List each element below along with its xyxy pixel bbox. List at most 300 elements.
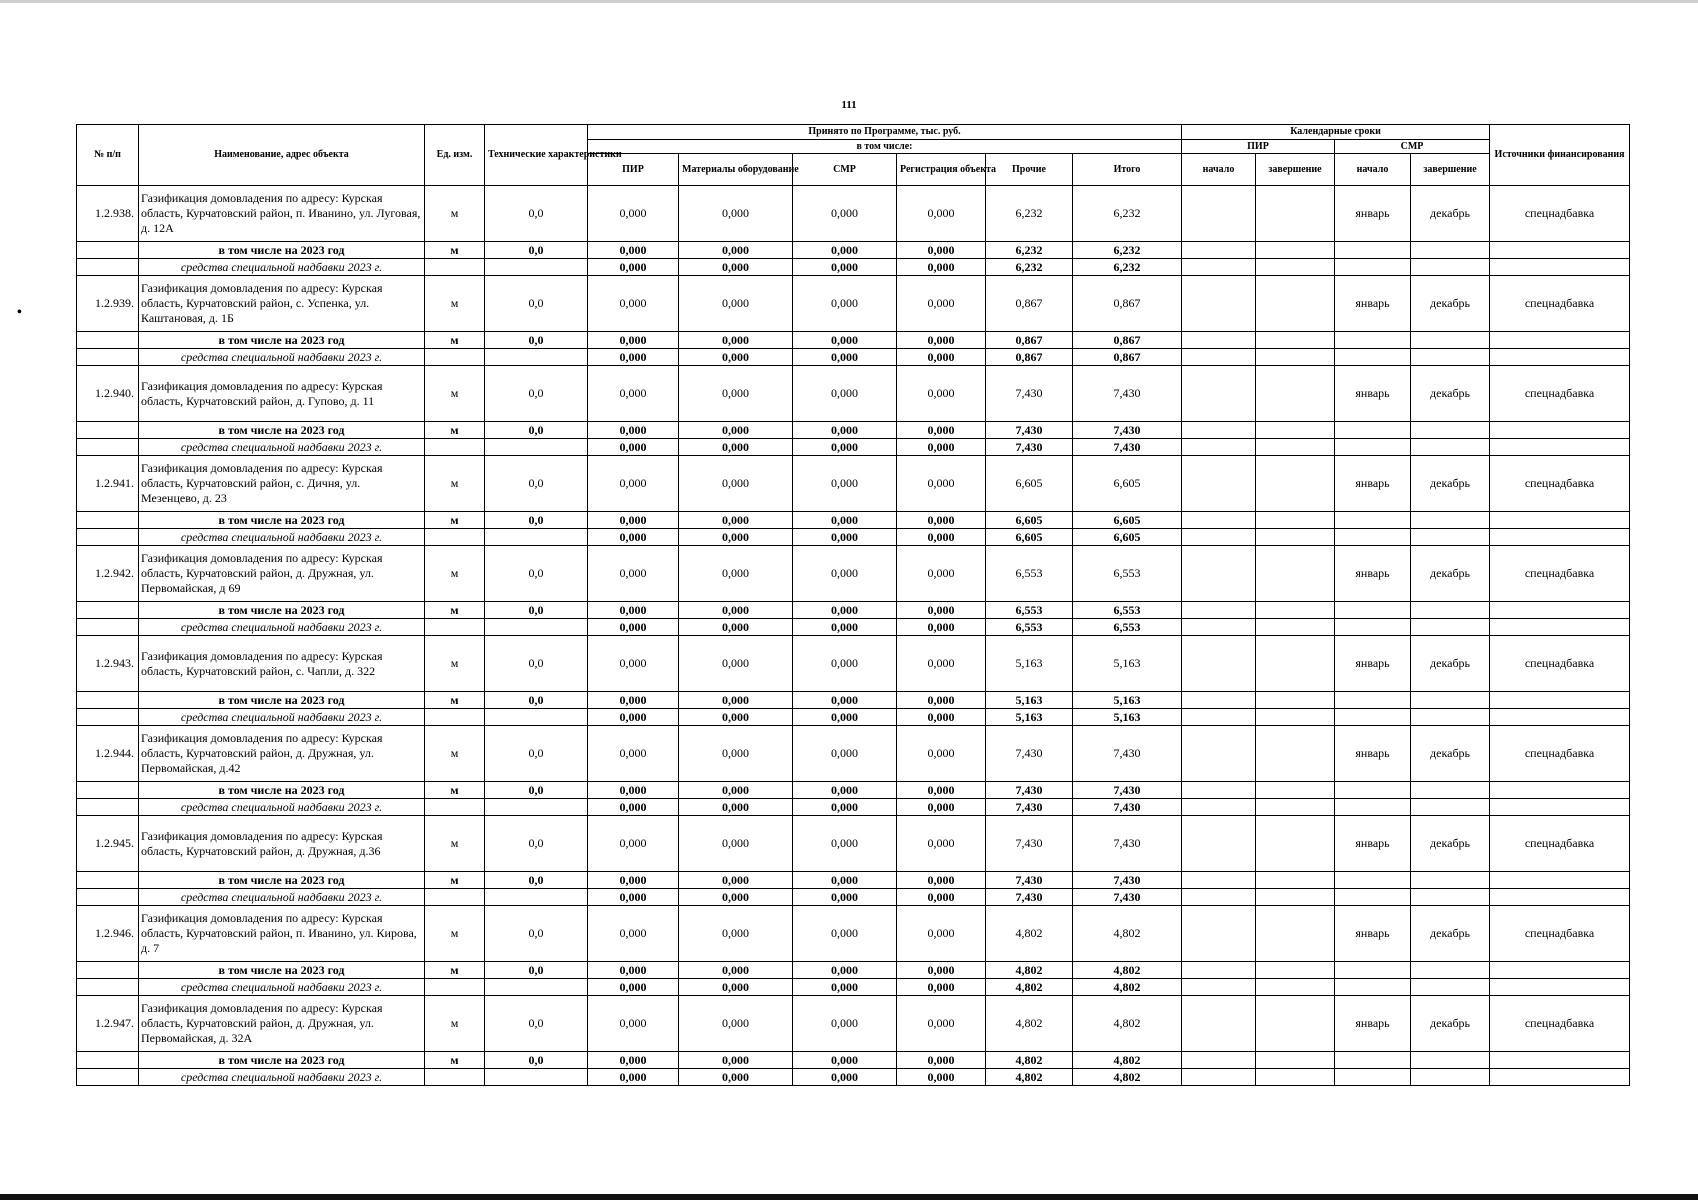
table-row — [77, 456, 1630, 512]
cell-unit: м — [425, 422, 485, 439]
cell-unit: м — [425, 186, 485, 242]
cell-sub-label: в том числе на 2023 год — [139, 962, 425, 979]
cell-sub-label: в том числе на 2023 год — [139, 422, 425, 439]
cell-other: 6,605 — [986, 529, 1073, 546]
cell-pir-end — [1256, 366, 1335, 422]
cell-empty — [1256, 332, 1335, 349]
cell-smr: 0,000 — [793, 872, 897, 889]
cell-total: 4,802 — [1073, 996, 1182, 1052]
cell-empty — [1411, 782, 1490, 799]
cell-tech: 0,0 — [485, 872, 588, 889]
cell-empty — [1335, 782, 1411, 799]
cell-smr: 0,000 — [793, 439, 897, 456]
cell-empty — [1490, 529, 1630, 546]
cell-empty — [1182, 709, 1256, 726]
cell-empty — [1256, 349, 1335, 366]
cell-empty — [1490, 619, 1630, 636]
table-row — [77, 276, 1630, 332]
cell-total: 6,553 — [1073, 546, 1182, 602]
cell-pir: 0,000 — [588, 872, 679, 889]
cell-materials: 0,000 — [679, 529, 793, 546]
table-row-subtotal — [77, 512, 1630, 529]
cell-smr: 0,000 — [793, 512, 897, 529]
cell-total: 7,430 — [1073, 799, 1182, 816]
cell-sub-label: в том числе на 2023 год — [139, 242, 425, 259]
cell-empty — [1335, 799, 1411, 816]
cell-tech — [485, 1069, 588, 1086]
cell-empty — [1256, 872, 1335, 889]
cell-smr-end: декабрь — [1411, 816, 1490, 872]
cell-no — [77, 422, 139, 439]
cell-sub-label: в том числе на 2023 год — [139, 1052, 425, 1069]
cell-smr: 0,000 — [793, 242, 897, 259]
cell-tech: 0,0 — [485, 332, 588, 349]
cell-empty — [1182, 619, 1256, 636]
cell-empty — [1182, 889, 1256, 906]
cell-source: спецнадбавка — [1490, 636, 1630, 692]
cell-other: 4,802 — [986, 1069, 1073, 1086]
cell-no — [77, 259, 139, 276]
cell-unit: м — [425, 456, 485, 512]
cell-empty — [1411, 259, 1490, 276]
cell-empty — [1490, 889, 1630, 906]
cell-pir: 0,000 — [588, 889, 679, 906]
cell-smr: 0,000 — [793, 366, 897, 422]
cell-empty — [1182, 692, 1256, 709]
cell-empty — [1411, 799, 1490, 816]
cell-total: 6,553 — [1073, 602, 1182, 619]
cell-pir: 0,000 — [588, 692, 679, 709]
cell-registration: 0,000 — [897, 799, 986, 816]
cell-source: спецнадбавка — [1490, 906, 1630, 962]
cell-materials: 0,000 — [679, 546, 793, 602]
cell-other: 0,867 — [986, 276, 1073, 332]
cell-unit: м — [425, 1052, 485, 1069]
cell-other: 6,605 — [986, 456, 1073, 512]
cell-pir: 0,000 — [588, 439, 679, 456]
cell-total: 5,163 — [1073, 636, 1182, 692]
cell-other: 7,430 — [986, 872, 1073, 889]
cell-total: 7,430 — [1073, 889, 1182, 906]
cell-empty — [1256, 512, 1335, 529]
cell-unit: м — [425, 636, 485, 692]
cell-registration: 0,000 — [897, 962, 986, 979]
cell-no — [77, 602, 139, 619]
header-calendar-group: Календарные сроки — [1182, 125, 1490, 140]
table-row — [77, 636, 1630, 692]
header-smr-end: завершение — [1411, 154, 1490, 186]
table-row-subtotal — [77, 602, 1630, 619]
cell-total: 0,867 — [1073, 332, 1182, 349]
cell-materials: 0,000 — [679, 349, 793, 366]
cell-smr: 0,000 — [793, 816, 897, 872]
cell-registration: 0,000 — [897, 996, 986, 1052]
cell-src-label: средства специальной надбавки 2023 г. — [139, 799, 425, 816]
table-row-source — [77, 259, 1630, 276]
page-number: 111 — [841, 99, 857, 111]
cell-other: 4,802 — [986, 906, 1073, 962]
program-table — [76, 124, 1630, 1086]
cell-unit — [425, 529, 485, 546]
cell-empty — [1182, 872, 1256, 889]
cell-empty — [1411, 349, 1490, 366]
cell-name: Газификация домовладения по адресу: Курская область, Курчатовский район, п. Иванино, ул. Луговая, д. 12А — [139, 186, 425, 242]
cell-unit: м — [425, 332, 485, 349]
scan-speck: • — [17, 305, 22, 320]
cell-total: 4,802 — [1073, 1069, 1182, 1086]
header-pir-start: начало — [1182, 154, 1256, 186]
cell-smr: 0,000 — [793, 259, 897, 276]
cell-empty — [1182, 439, 1256, 456]
cell-sub-label: в том числе на 2023 год — [139, 512, 425, 529]
cell-empty — [1256, 799, 1335, 816]
cell-tech — [485, 979, 588, 996]
cell-unit: м — [425, 962, 485, 979]
cell-empty — [1490, 979, 1630, 996]
cell-empty — [1256, 889, 1335, 906]
cell-empty — [1335, 692, 1411, 709]
cell-registration: 0,000 — [897, 782, 986, 799]
cell-materials: 0,000 — [679, 439, 793, 456]
cell-smr: 0,000 — [793, 602, 897, 619]
cell-total: 0,867 — [1073, 349, 1182, 366]
cell-registration: 0,000 — [897, 872, 986, 889]
cell-registration: 0,000 — [897, 816, 986, 872]
cell-smr-start: январь — [1335, 366, 1411, 422]
cell-pir: 0,000 — [588, 709, 679, 726]
cell-smr-start: январь — [1335, 816, 1411, 872]
cell-unit: м — [425, 242, 485, 259]
cell-empty — [1490, 349, 1630, 366]
cell-total: 6,232 — [1073, 186, 1182, 242]
cell-empty — [1411, 512, 1490, 529]
cell-smr: 0,000 — [793, 276, 897, 332]
cell-empty — [1490, 422, 1630, 439]
cell-other: 6,232 — [986, 259, 1073, 276]
cell-unit: м — [425, 726, 485, 782]
cell-other: 7,430 — [986, 366, 1073, 422]
cell-empty — [1182, 782, 1256, 799]
cell-empty — [1411, 872, 1490, 889]
cell-registration: 0,000 — [897, 186, 986, 242]
header-smr-start: начало — [1335, 154, 1411, 186]
cell-total: 7,430 — [1073, 439, 1182, 456]
cell-registration: 0,000 — [897, 242, 986, 259]
cell-total: 5,163 — [1073, 692, 1182, 709]
cell-name: Газификация домовладения по адресу: Курская область, Курчатовский район, с. Дичня, ул. Мезенцево, д. 23 — [139, 456, 425, 512]
cell-empty — [1411, 332, 1490, 349]
cell-pir: 0,000 — [588, 619, 679, 636]
cell-registration: 0,000 — [897, 979, 986, 996]
cell-sub-label: в том числе на 2023 год — [139, 332, 425, 349]
cell-pir: 0,000 — [588, 332, 679, 349]
cell-pir: 0,000 — [588, 996, 679, 1052]
cell-pir: 0,000 — [588, 186, 679, 242]
cell-sub-label: в том числе на 2023 год — [139, 692, 425, 709]
cell-no — [77, 512, 139, 529]
cell-unit — [425, 709, 485, 726]
cell-empty — [1182, 259, 1256, 276]
header-cal-smr: СМР — [1335, 140, 1490, 154]
cell-pir: 0,000 — [588, 602, 679, 619]
cell-smr: 0,000 — [793, 782, 897, 799]
cell-smr: 0,000 — [793, 726, 897, 782]
table-row — [77, 906, 1630, 962]
cell-empty — [1411, 602, 1490, 619]
cell-empty — [1335, 529, 1411, 546]
cell-empty — [1411, 692, 1490, 709]
cell-empty — [1182, 422, 1256, 439]
cell-no — [77, 872, 139, 889]
cell-unit: м — [425, 546, 485, 602]
cell-smr: 0,000 — [793, 349, 897, 366]
cell-empty — [1335, 422, 1411, 439]
cell-empty — [1335, 962, 1411, 979]
cell-materials: 0,000 — [679, 456, 793, 512]
cell-pir-start — [1182, 456, 1256, 512]
cell-empty — [1335, 872, 1411, 889]
cell-src-label: средства специальной надбавки 2023 г. — [139, 349, 425, 366]
cell-pir: 0,000 — [588, 276, 679, 332]
cell-total: 7,430 — [1073, 782, 1182, 799]
cell-total: 4,802 — [1073, 906, 1182, 962]
cell-no: 1.2.944. — [77, 726, 139, 782]
cell-registration: 0,000 — [897, 456, 986, 512]
cell-empty — [1335, 332, 1411, 349]
cell-tech: 0,0 — [485, 512, 588, 529]
cell-no — [77, 349, 139, 366]
cell-pir: 0,000 — [588, 726, 679, 782]
cell-materials: 0,000 — [679, 619, 793, 636]
cell-materials: 0,000 — [679, 799, 793, 816]
cell-empty — [1411, 619, 1490, 636]
cell-empty — [1490, 259, 1630, 276]
cell-smr-start: январь — [1335, 456, 1411, 512]
cell-smr-end: декабрь — [1411, 276, 1490, 332]
cell-empty — [1256, 602, 1335, 619]
cell-tech — [485, 889, 588, 906]
cell-empty — [1490, 782, 1630, 799]
cell-total: 6,232 — [1073, 242, 1182, 259]
cell-empty — [1335, 619, 1411, 636]
cell-unit: м — [425, 782, 485, 799]
cell-src-label: средства специальной надбавки 2023 г. — [139, 259, 425, 276]
cell-source: спецнадбавка — [1490, 996, 1630, 1052]
cell-unit — [425, 349, 485, 366]
cell-total: 6,605 — [1073, 456, 1182, 512]
cell-smr: 0,000 — [793, 636, 897, 692]
cell-other: 4,802 — [986, 1052, 1073, 1069]
cell-no — [77, 1052, 139, 1069]
cell-smr-start: январь — [1335, 546, 1411, 602]
table-row-subtotal — [77, 332, 1630, 349]
cell-materials: 0,000 — [679, 636, 793, 692]
cell-no: 1.2.945. — [77, 816, 139, 872]
cell-tech: 0,0 — [485, 996, 588, 1052]
cell-empty — [1182, 602, 1256, 619]
cell-unit: м — [425, 512, 485, 529]
cell-empty — [1490, 332, 1630, 349]
cell-other: 6,553 — [986, 602, 1073, 619]
cell-pir: 0,000 — [588, 546, 679, 602]
cell-pir-start — [1182, 186, 1256, 242]
cell-pir: 0,000 — [588, 799, 679, 816]
cell-tech: 0,0 — [485, 726, 588, 782]
cell-no: 1.2.943. — [77, 636, 139, 692]
cell-materials: 0,000 — [679, 332, 793, 349]
cell-name: Газификация домовладения по адресу: Курская область, Курчатовский район, п. Иванино, ул. Кирова, д. 7 — [139, 906, 425, 962]
cell-registration: 0,000 — [897, 512, 986, 529]
cell-pir: 0,000 — [588, 456, 679, 512]
table-row — [77, 996, 1630, 1052]
cell-smr-start: январь — [1335, 636, 1411, 692]
cell-src-label: средства специальной надбавки 2023 г. — [139, 439, 425, 456]
cell-unit — [425, 259, 485, 276]
cell-empty — [1490, 692, 1630, 709]
cell-unit — [425, 1069, 485, 1086]
cell-no: 1.2.938. — [77, 186, 139, 242]
cell-empty — [1256, 529, 1335, 546]
header-cal-pir: ПИР — [1182, 140, 1335, 154]
cell-pir-end — [1256, 456, 1335, 512]
scan-bottom-edge — [0, 1194, 1698, 1200]
cell-tech: 0,0 — [485, 546, 588, 602]
cell-empty — [1335, 979, 1411, 996]
cell-empty — [1256, 692, 1335, 709]
cell-source: спецнадбавка — [1490, 456, 1630, 512]
cell-empty — [1256, 979, 1335, 996]
cell-no — [77, 529, 139, 546]
cell-src-label: средства специальной надбавки 2023 г. — [139, 1069, 425, 1086]
table-row-subtotal — [77, 1052, 1630, 1069]
cell-pir: 0,000 — [588, 906, 679, 962]
cell-smr: 0,000 — [793, 906, 897, 962]
cell-materials: 0,000 — [679, 906, 793, 962]
table-row-source — [77, 709, 1630, 726]
cell-unit: м — [425, 602, 485, 619]
header-source: Источники финансирования — [1490, 125, 1630, 186]
cell-smr-end: декабрь — [1411, 636, 1490, 692]
cell-smr: 0,000 — [793, 619, 897, 636]
cell-tech — [485, 799, 588, 816]
cell-pir-end — [1256, 906, 1335, 962]
cell-pir: 0,000 — [588, 259, 679, 276]
cell-registration: 0,000 — [897, 332, 986, 349]
cell-tech — [485, 439, 588, 456]
cell-no — [77, 889, 139, 906]
cell-pir: 0,000 — [588, 1052, 679, 1069]
cell-pir-start — [1182, 276, 1256, 332]
cell-empty — [1490, 439, 1630, 456]
cell-smr-start: январь — [1335, 276, 1411, 332]
cell-tech: 0,0 — [485, 602, 588, 619]
cell-empty — [1490, 602, 1630, 619]
cell-tech: 0,0 — [485, 692, 588, 709]
cell-tech: 0,0 — [485, 422, 588, 439]
cell-source: спецнадбавка — [1490, 366, 1630, 422]
cell-smr: 0,000 — [793, 979, 897, 996]
cell-other: 7,430 — [986, 799, 1073, 816]
cell-materials: 0,000 — [679, 186, 793, 242]
cell-empty — [1490, 709, 1630, 726]
table-row-source — [77, 889, 1630, 906]
header-including: в том числе: — [588, 140, 1182, 154]
cell-no — [77, 692, 139, 709]
cell-smr: 0,000 — [793, 1069, 897, 1086]
cell-other: 7,430 — [986, 816, 1073, 872]
cell-empty — [1182, 799, 1256, 816]
cell-total: 6,232 — [1073, 259, 1182, 276]
cell-materials: 0,000 — [679, 242, 793, 259]
cell-smr: 0,000 — [793, 546, 897, 602]
cell-smr: 0,000 — [793, 996, 897, 1052]
cell-smr: 0,000 — [793, 709, 897, 726]
cell-no: 1.2.940. — [77, 366, 139, 422]
cell-other: 5,163 — [986, 709, 1073, 726]
cell-no: 1.2.946. — [77, 906, 139, 962]
cell-pir: 0,000 — [588, 979, 679, 996]
cell-empty — [1256, 439, 1335, 456]
cell-tech: 0,0 — [485, 636, 588, 692]
cell-no: 1.2.941. — [77, 456, 139, 512]
cell-materials: 0,000 — [679, 1069, 793, 1086]
table-row — [77, 546, 1630, 602]
cell-empty — [1335, 439, 1411, 456]
cell-sub-label: в том числе на 2023 год — [139, 782, 425, 799]
cell-tech: 0,0 — [485, 366, 588, 422]
cell-empty — [1256, 1052, 1335, 1069]
cell-empty — [1335, 889, 1411, 906]
cell-pir: 0,000 — [588, 529, 679, 546]
cell-smr: 0,000 — [793, 529, 897, 546]
cell-empty — [1411, 1069, 1490, 1086]
cell-name: Газификация домовладения по адресу: Курская область, Курчатовский район, с. Чапли, д. 322 — [139, 636, 425, 692]
cell-total: 6,605 — [1073, 512, 1182, 529]
cell-empty — [1335, 242, 1411, 259]
cell-empty — [1182, 349, 1256, 366]
cell-other: 7,430 — [986, 889, 1073, 906]
cell-tech — [485, 259, 588, 276]
cell-materials: 0,000 — [679, 259, 793, 276]
header-registration: Регистрация объекта — [897, 154, 986, 186]
table-row — [77, 816, 1630, 872]
cell-registration: 0,000 — [897, 1069, 986, 1086]
cell-smr: 0,000 — [793, 799, 897, 816]
cell-empty — [1411, 962, 1490, 979]
cell-tech: 0,0 — [485, 782, 588, 799]
header-pir: ПИР — [588, 154, 679, 186]
cell-registration: 0,000 — [897, 439, 986, 456]
cell-pir: 0,000 — [588, 1069, 679, 1086]
cell-pir-start — [1182, 906, 1256, 962]
cell-unit — [425, 889, 485, 906]
cell-other: 5,163 — [986, 692, 1073, 709]
cell-source: спецнадбавка — [1490, 186, 1630, 242]
cell-registration: 0,000 — [897, 709, 986, 726]
cell-empty — [1256, 242, 1335, 259]
cell-empty — [1335, 512, 1411, 529]
cell-empty — [1182, 962, 1256, 979]
cell-smr-end: декабрь — [1411, 456, 1490, 512]
cell-pir-end — [1256, 816, 1335, 872]
table-row-source — [77, 349, 1630, 366]
cell-tech: 0,0 — [485, 1052, 588, 1069]
cell-smr: 0,000 — [793, 422, 897, 439]
cell-materials: 0,000 — [679, 816, 793, 872]
cell-tech: 0,0 — [485, 276, 588, 332]
cell-pir: 0,000 — [588, 962, 679, 979]
cell-pir: 0,000 — [588, 349, 679, 366]
